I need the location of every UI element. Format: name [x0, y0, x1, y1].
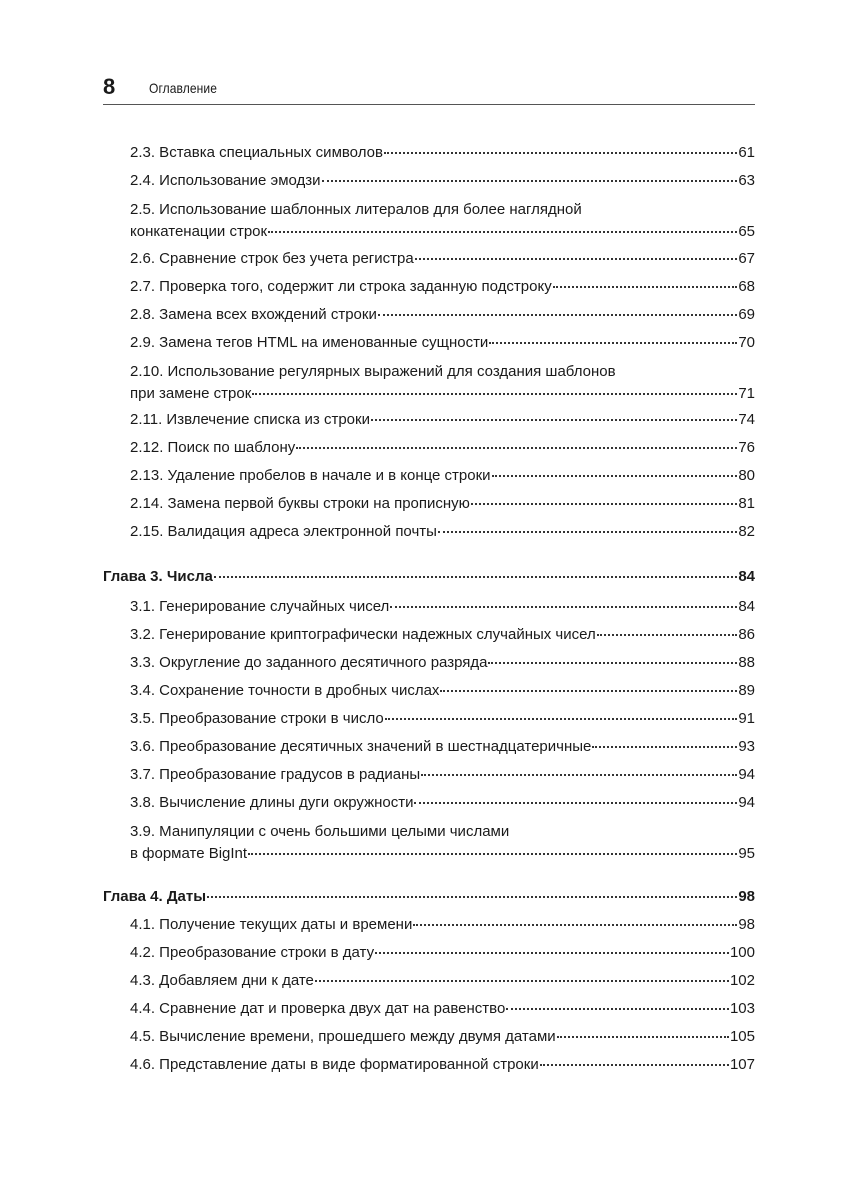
page-number: 8	[103, 74, 116, 99]
dot-leader	[421, 772, 737, 776]
dot-leader	[315, 978, 729, 982]
toc-page-number: 89	[738, 682, 755, 699]
toc-entry[interactable]	[130, 277, 755, 297]
toc-chapter[interactable]	[103, 567, 755, 587]
toc-page-number: 67	[738, 250, 755, 267]
toc-entry-title: 2.9. Замена тегов HTML на именованные сущности	[130, 334, 489, 351]
toc-entry[interactable]	[130, 361, 755, 405]
toc-page-number: 103	[729, 1000, 755, 1017]
dot-leader	[438, 529, 737, 533]
toc-entry[interactable]	[130, 597, 755, 617]
toc-entry[interactable]	[130, 199, 755, 243]
toc-entry-title: 4.3. Добавляем дни к дате	[130, 972, 314, 989]
dot-leader	[214, 574, 738, 578]
dot-leader	[553, 284, 738, 288]
toc-entry[interactable]	[130, 793, 755, 813]
toc-entry-title: в формате BigInt	[130, 845, 248, 862]
dot-leader	[540, 1062, 729, 1066]
toc-entry[interactable]	[130, 1027, 755, 1047]
dot-leader	[557, 1034, 729, 1038]
toc-page-number: 98	[738, 916, 755, 933]
toc-entry-title: 3.6. Преобразование десятичных значений в шестнадцатеричные	[130, 738, 592, 755]
toc-page-number: 95	[738, 845, 755, 862]
toc-entry[interactable]	[130, 915, 755, 935]
toc-page-number: 86	[738, 626, 755, 643]
dot-leader	[592, 744, 737, 748]
toc-entry-title: 2.7. Проверка того, содержит ли строка заданную подстроку	[130, 278, 552, 295]
toc-entry-title: 3.7. Преобразование градусов в радианы	[130, 766, 421, 783]
dot-leader	[375, 950, 729, 954]
dot-leader	[390, 604, 737, 608]
dot-leader	[489, 340, 737, 344]
toc-page-number: 93	[738, 738, 755, 755]
toc-entry-title: 2.6. Сравнение строк без учета регистра	[130, 250, 414, 267]
toc-chapter[interactable]	[103, 887, 755, 907]
toc-entry[interactable]	[130, 625, 755, 645]
toc-entry[interactable]	[130, 522, 755, 542]
toc-entry-title-line: 2.10. Использование регулярных выражений для создания шаблонов	[130, 363, 616, 380]
toc-entry[interactable]	[130, 171, 755, 191]
toc-entry-title: 2.13. Удаление пробелов в начале и в конце строки	[130, 467, 491, 484]
toc-entry-title: 3.3. Округление до заданного десятичного разряда	[130, 654, 488, 671]
toc-entry[interactable]	[130, 333, 755, 353]
toc-entry-title: 4.6. Представление даты в виде форматированной строки	[130, 1056, 539, 1073]
toc-entry[interactable]	[130, 143, 755, 163]
toc-page-number: 65	[738, 223, 755, 240]
toc-page-number: 94	[738, 794, 755, 811]
toc-page-number: 88	[738, 654, 755, 671]
dot-leader	[248, 851, 737, 855]
toc-page-number: 69	[738, 306, 755, 323]
toc-page-number: 76	[738, 439, 755, 456]
toc-page-number: 105	[729, 1028, 755, 1045]
toc-page-number: 107	[729, 1056, 755, 1073]
dot-leader	[488, 660, 737, 664]
toc-page-number: 74	[738, 411, 755, 428]
dot-leader	[415, 256, 738, 260]
toc-entry-title: 2.11. Извлечение списка из строки	[130, 411, 370, 428]
dot-leader	[371, 417, 737, 421]
toc-page-number: 63	[738, 172, 755, 189]
dot-leader	[471, 501, 737, 505]
toc-entry-title: 2.14. Замена первой буквы строки на прописную	[130, 495, 470, 512]
dot-leader	[385, 716, 738, 720]
toc-entry-title: 4.5. Вычисление времени, прошедшего между двумя датами	[130, 1028, 556, 1045]
toc-entry-title: 4.4. Сравнение дат и проверка двух дат на равенство	[130, 1000, 506, 1017]
toc-entry[interactable]	[130, 737, 755, 757]
toc-entry[interactable]	[130, 438, 755, 458]
toc-entry[interactable]	[130, 821, 755, 865]
toc-entry-title: 3.4. Сохранение точности в дробных числах	[130, 682, 440, 699]
dot-leader	[384, 150, 737, 154]
toc-page-number: 84	[738, 598, 755, 615]
running-title: Оглавление	[149, 80, 217, 96]
toc-entry[interactable]	[130, 653, 755, 673]
toc-page-number: 81	[738, 495, 755, 512]
toc-page-number: 84	[738, 568, 755, 585]
toc-entry-title: 4.2. Преобразование строки в дату	[130, 944, 375, 961]
toc-entry[interactable]	[130, 999, 755, 1019]
toc-entry-title: 3.8. Вычисление длины дуги окружности	[130, 794, 414, 811]
dot-leader	[506, 1006, 729, 1010]
toc-page-number: 102	[729, 972, 755, 989]
toc-entry-title: при замене строк	[130, 385, 252, 402]
toc-entry-title: 2.15. Валидация адреса электронной почты	[130, 523, 437, 540]
toc-page-number: 94	[738, 766, 755, 783]
toc-entry[interactable]	[130, 681, 755, 701]
toc-entry-title: 2.4. Использование эмодзи	[130, 172, 321, 189]
toc-page-number: 71	[738, 385, 755, 402]
dot-leader	[597, 632, 738, 636]
toc-entry[interactable]	[130, 709, 755, 729]
dot-leader	[322, 178, 738, 182]
toc-entry-title: 4.1. Получение текущих даты и времени	[130, 916, 413, 933]
toc-page-number: 100	[729, 944, 755, 961]
toc-entry-title-line: 3.9. Манипуляции с очень большими целыми числами	[130, 823, 510, 840]
dot-leader	[413, 922, 737, 926]
toc-entry[interactable]	[130, 410, 755, 430]
toc-entry-title-line: 2.5. Использование шаблонных литералов для более наглядной	[130, 201, 582, 218]
dot-leader	[492, 473, 738, 477]
toc-entry-title: Глава 3. Числа	[103, 568, 213, 585]
dot-leader	[378, 312, 737, 316]
toc-entry[interactable]	[130, 971, 755, 991]
dot-leader	[252, 391, 737, 395]
toc-entry[interactable]	[130, 494, 755, 514]
toc-page-number: 91	[738, 710, 755, 727]
toc-entry-title: 2.12. Поиск по шаблону	[130, 439, 296, 456]
toc-page-number: 61	[738, 144, 755, 161]
toc-entry-title: 3.1. Генерирование случайных чисел	[130, 598, 390, 615]
toc-entry[interactable]	[130, 765, 755, 785]
toc-entry-title: конкатенации строк	[130, 223, 268, 240]
toc-entry[interactable]	[130, 305, 755, 325]
toc-entry-title: 3.5. Преобразование строки в число	[130, 710, 384, 727]
toc-entry-title: Глава 4. Даты	[103, 888, 207, 905]
dot-leader	[440, 688, 737, 692]
dot-leader	[296, 445, 737, 449]
toc-page-number: 68	[738, 278, 755, 295]
toc-page-number: 98	[738, 888, 755, 905]
toc-page-number: 80	[738, 467, 755, 484]
toc-page-number: 70	[738, 334, 755, 351]
toc-entry[interactable]	[130, 466, 755, 486]
toc-entry-title: 3.2. Генерирование криптографически надежных случайных чисел	[130, 626, 596, 643]
dot-leader	[207, 894, 737, 898]
toc-entry-title: 2.8. Замена всех вхождений строки	[130, 306, 377, 323]
toc-entry-title: 2.3. Вставка специальных символов	[130, 144, 383, 161]
dot-leader	[268, 229, 737, 233]
toc-entry[interactable]	[130, 943, 755, 963]
toc-entry[interactable]	[130, 249, 755, 269]
toc-page-number: 82	[738, 523, 755, 540]
dot-leader	[414, 800, 737, 804]
toc-entry[interactable]	[130, 1055, 755, 1075]
